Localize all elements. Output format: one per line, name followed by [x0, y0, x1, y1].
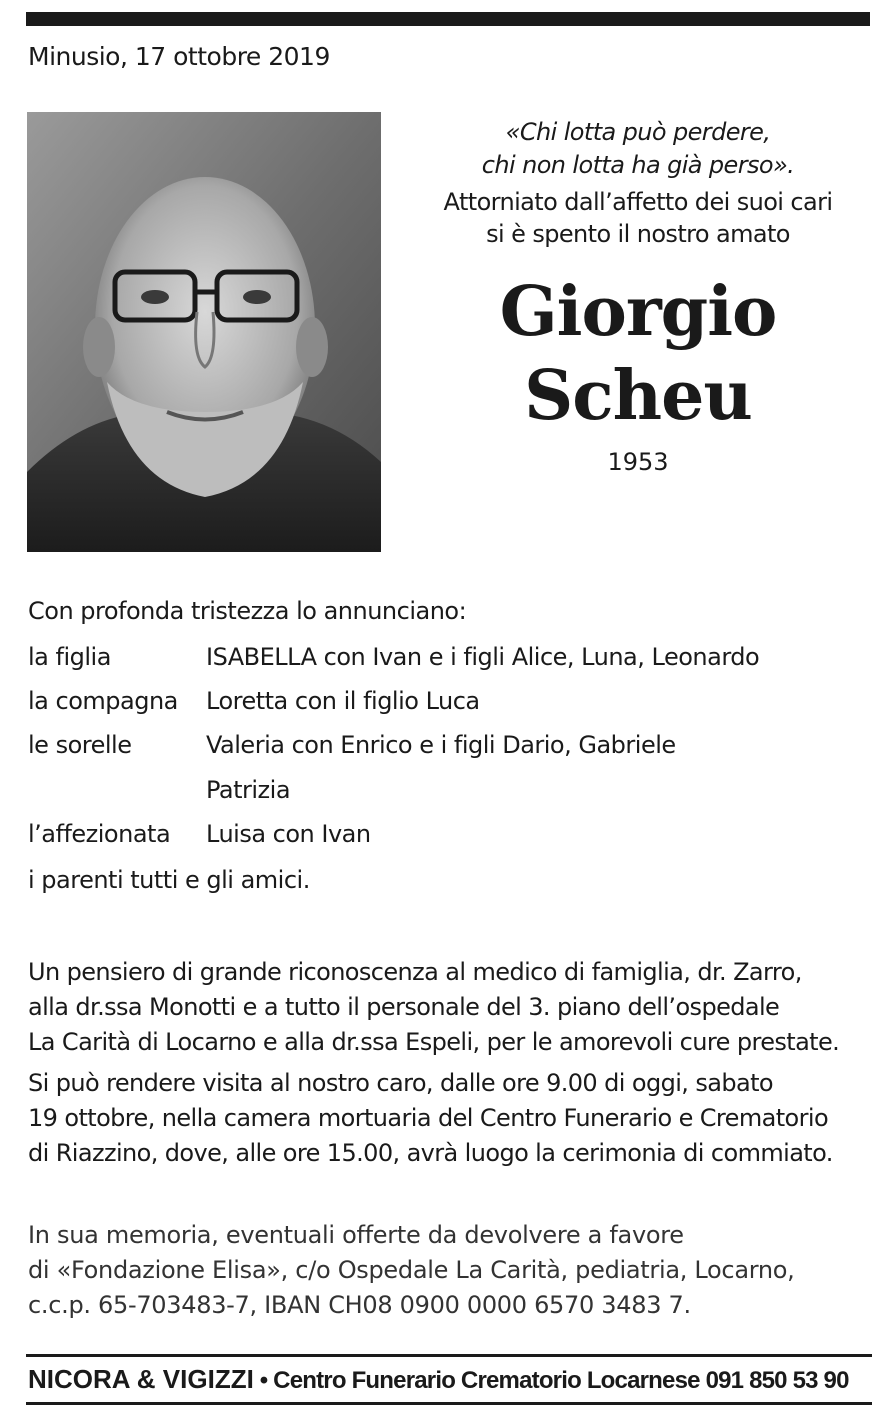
place-date: Minusio, 17 ottobre 2019 [28, 42, 330, 71]
paragraph-line: di «Fondazione Elisa», c/o Ospedale La Carità, pediatria, Locarno, [28, 1256, 795, 1284]
relative-role: la figlia [28, 643, 111, 671]
paragraph-line: La Carità di Locarno e alla dr.ssa Espeli, per le amorevoli cure prestate. [28, 1028, 840, 1056]
quote [400, 116, 876, 182]
paragraph-line: di Riazzino, dove, alle ore 15.00, avrà luogo la cerimonia di commiato. [28, 1139, 833, 1167]
intro-line: Attorniato dall’affetto dei suoi cari [443, 188, 833, 216]
relative-role: l’affezionata [28, 820, 171, 848]
footer [28, 1364, 872, 1395]
relative-names: Patrizia [206, 776, 291, 804]
intro [400, 186, 876, 250]
portrait-illustration [27, 112, 381, 552]
thanks-paragraph [28, 955, 873, 1060]
top-rule [26, 12, 870, 26]
footer-rule-bottom [26, 1402, 872, 1405]
intro-line: si è spento il nostro amato [486, 220, 790, 248]
paragraph-line: In sua memoria, eventuali offerte da devolvere a favore [28, 1221, 684, 1249]
visit-paragraph [28, 1066, 873, 1171]
separator-dot: • [259, 1367, 268, 1394]
agency-name: NICORA & VIGIZZI [28, 1364, 254, 1394]
announce-text: Con profonda tristezza lo annunciano: [28, 597, 467, 625]
relative-names: Valeria con Enrico e i figli Dario, Gabriele [206, 731, 676, 759]
agency-description: Centro Funerario Crematorio Locarnese [273, 1367, 700, 1394]
paragraph-line: c.c.p. 65-703483-7, IBAN CH08 0900 0000 6570 3483 7. [28, 1291, 691, 1319]
first-name: Giorgio [499, 272, 777, 352]
paragraph-line: Un pensiero di grande riconoscenza al medico di famiglia, dr. Zarro, [28, 958, 802, 986]
relative-role: le sorelle [28, 731, 132, 759]
relative-names: Luisa con Ivan [206, 820, 371, 848]
quote-line: «Chi lotta può perdere, [505, 118, 771, 146]
agency-phone: 091 850 53 90 [705, 1367, 849, 1394]
footer-rule-top [26, 1354, 872, 1357]
relative-names: Loretta con il figlio Luca [206, 687, 480, 715]
relative-role: la compagna [28, 687, 178, 715]
closing-line: i parenti tutti e gli amici. [28, 866, 310, 894]
paragraph-line: alla dr.ssa Monotti e a tutto il personale del 3. piano dell’ospedale [28, 993, 780, 1021]
relative-names: ISABELLA con Ivan e i figli Alice, Luna, Leonardo [206, 643, 760, 671]
birth-year: 1953 [607, 448, 669, 476]
quote-line: chi non lotta ha già perso». [481, 151, 795, 179]
last-name: Scheu [524, 356, 752, 436]
paragraph-line: 19 ottobre, nella camera mortuaria del Centro Funerario e Crematorio [28, 1104, 829, 1132]
headline-block [400, 112, 876, 476]
deceased-name [400, 270, 876, 438]
portrait-photo [27, 112, 381, 552]
memorial-paragraph [28, 1218, 873, 1323]
paragraph-line: Si può rendere visita al nostro caro, dalle ore 9.00 di oggi, sabato [28, 1069, 773, 1097]
